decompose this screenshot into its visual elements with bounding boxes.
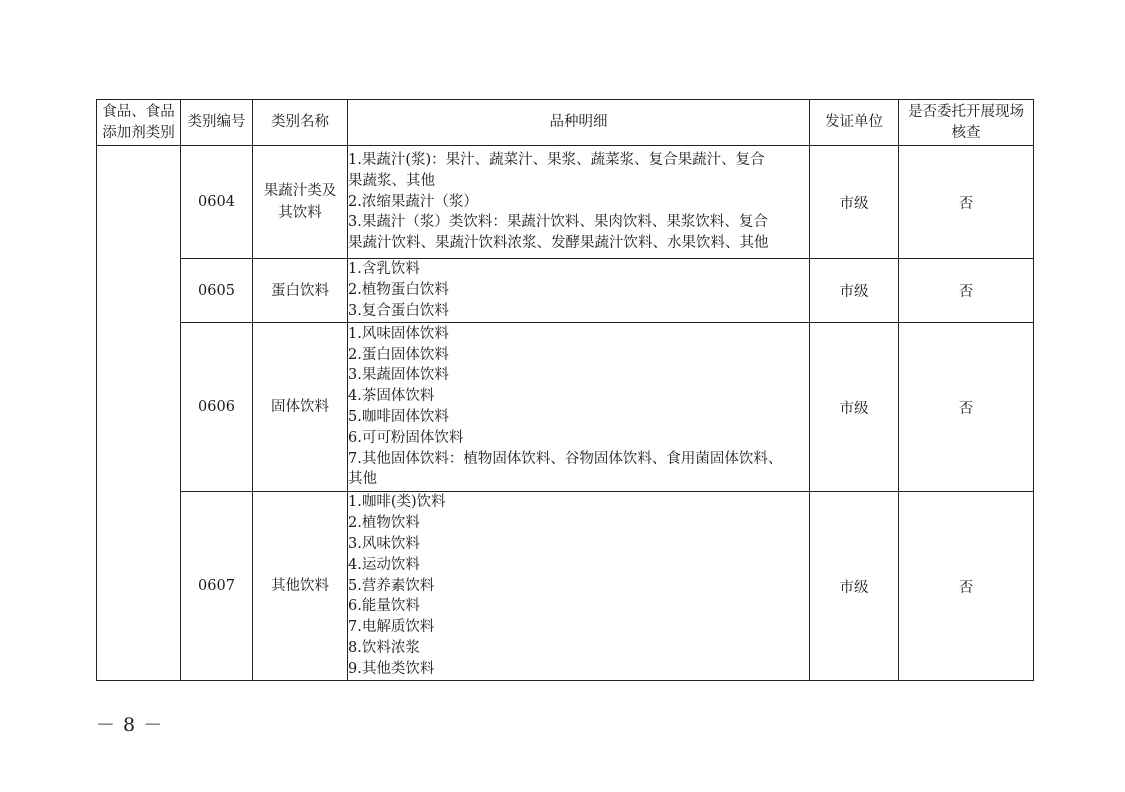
detail-line: 2.植物蛋白饮料 xyxy=(348,282,449,299)
onsite-inspection-value: 否 xyxy=(899,146,1034,259)
detail-line: 1.含乳饮料 xyxy=(348,261,420,278)
issuing-unit: 市级 xyxy=(810,492,899,681)
onsite-inspection-value: 否 xyxy=(899,492,1034,681)
category-code: 0605 xyxy=(181,259,253,323)
detail-line: 6.能量饮料 xyxy=(348,598,420,615)
issuing-unit: 市级 xyxy=(810,259,899,323)
category-name: 果蔬汁类及 其饮料 xyxy=(253,146,348,259)
detail-line: 3.复合蛋白饮料 xyxy=(348,302,449,319)
variety-details xyxy=(348,323,810,492)
food-license-category-table xyxy=(96,99,1034,681)
table-header-row xyxy=(97,100,1034,146)
category-name: 其他饮料 xyxy=(253,492,348,681)
detail-line: 2.植物饮料 xyxy=(348,515,420,532)
header-onsite-inspection: 是否委托开展现场 核查 xyxy=(899,100,1034,146)
header-food-additive-category: 食品、食品 添加剂类别 xyxy=(97,100,181,146)
header-variety-details: 品种明细 xyxy=(348,100,810,146)
detail-line: 其他 xyxy=(348,471,377,488)
merged-category-cell xyxy=(97,146,181,681)
header-category-name: 类别名称 xyxy=(253,100,348,146)
detail-line: 4.运动饮料 xyxy=(348,556,420,573)
detail-line: 5.咖啡固体饮料 xyxy=(348,409,449,425)
detail-line: 3.果蔬汁（浆）类饮料：果蔬汁饮料、果肉饮料、果浆饮料、复合 xyxy=(348,214,768,231)
category-code: 0604 xyxy=(181,146,253,259)
category-code: 0606 xyxy=(181,323,253,492)
table-row xyxy=(97,259,1034,323)
table-row xyxy=(97,146,1034,259)
issuing-unit: 市级 xyxy=(810,323,899,492)
detail-line: 1.果蔬汁(浆)：果汁、蔬菜汁、果浆、蔬菜浆、复合果蔬汁、复合 xyxy=(348,152,765,168)
table-row xyxy=(97,492,1034,681)
onsite-inspection-value: 否 xyxy=(899,259,1034,323)
category-name: 固体饮料 xyxy=(253,323,348,492)
variety-details xyxy=(348,146,810,259)
detail-line: 7.电解质饮料 xyxy=(348,619,435,636)
detail-line: 7.其他固体饮料：植物固体饮料、谷物固体饮料、食用菌固体饮料、 xyxy=(348,450,783,467)
page-number: － 8 － xyxy=(96,714,164,736)
detail-line: 3.果蔬固体饮料 xyxy=(348,367,449,384)
category-code: 0607 xyxy=(181,492,253,681)
detail-line: 8.饮料浓浆 xyxy=(348,639,420,656)
category-name: 蛋白饮料 xyxy=(253,259,348,323)
table-row xyxy=(97,323,1034,492)
detail-line: 4.茶固体饮料 xyxy=(348,388,435,405)
detail-line: 2.蛋白固体饮料 xyxy=(348,346,449,363)
detail-line: 1.咖啡(类)饮料 xyxy=(348,494,446,511)
detail-line: 果蔬汁饮料、果蔬汁饮料浓浆、发酵果蔬汁饮料、水果饮料、其他 xyxy=(348,235,769,252)
detail-line: 3.风味饮料 xyxy=(348,536,420,552)
header-issuing-unit: 发证单位 xyxy=(810,100,899,146)
header-category-code: 类别编号 xyxy=(181,100,253,146)
detail-line: 果蔬浆、其他 xyxy=(348,172,435,189)
variety-details xyxy=(348,259,810,323)
issuing-unit: 市级 xyxy=(810,146,899,259)
detail-line: 5.营养素饮料 xyxy=(348,577,435,594)
detail-line: 2.浓缩果蔬汁（浆） xyxy=(348,193,478,210)
detail-line: 1.风味固体饮料 xyxy=(348,325,449,342)
detail-line: 6.可可粉固体饮料 xyxy=(348,429,464,446)
variety-details xyxy=(348,492,810,681)
onsite-inspection-value: 否 xyxy=(899,323,1034,492)
detail-line: 9.其他类饮料 xyxy=(348,660,435,677)
